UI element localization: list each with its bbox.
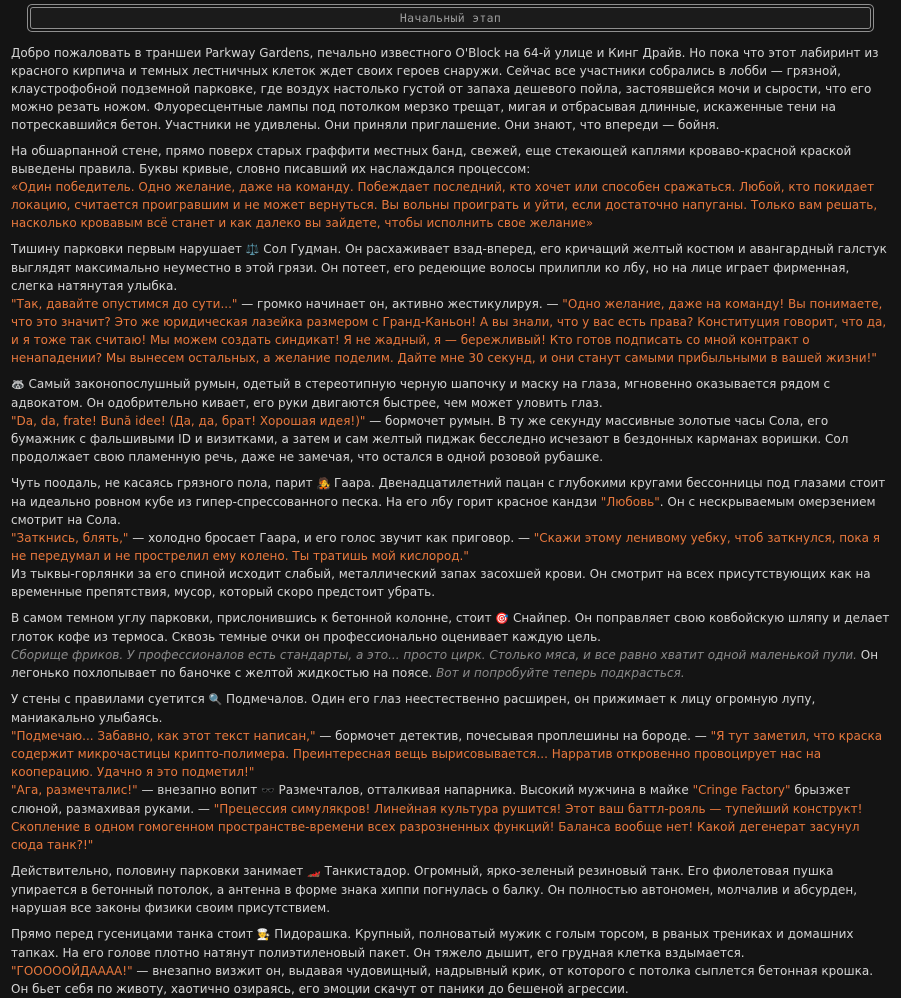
intro-paragraph bbox=[11, 44, 890, 134]
sniper-thought-2: Вот и попробуйте теперь подкрасться. bbox=[436, 666, 685, 680]
tank-name: Танкистадор bbox=[324, 864, 407, 878]
stage-title: Начальный этап bbox=[30, 7, 871, 29]
gaara-quote-1: "Заткнись, блять," bbox=[11, 531, 129, 545]
sniper-text-1: В самом темном углу парковки, прислонившись к бетонной колонне, стоит bbox=[11, 611, 496, 625]
noticer-paragraph bbox=[11, 690, 890, 854]
saul-text-2: . Он расхаживает взад-вперед, его кричащий желтый костюм и авангардный галстук выглядят максимально неуместно в этой грязи. Он потеет, его редеющие волосы прилипли ко лбу, но на лице играет фирменная, слегка натянутая улыбка. bbox=[11, 242, 887, 293]
unnoticer-text-3: брызжет слюной, размахивая руками. — bbox=[11, 783, 851, 816]
man-icon: 🧑‍🍳 bbox=[256, 928, 271, 941]
saul-quote-1: "Так, давайте опустимся до сути..." bbox=[11, 297, 238, 311]
unnoticer-quote-1: "Ага, размечталис!" bbox=[11, 783, 138, 797]
sunglasses-icon: 🕶️ bbox=[261, 784, 275, 797]
raccoon-icon: 🦝 bbox=[11, 378, 25, 391]
unnoticer-text-1: — внезапно вопит bbox=[137, 783, 262, 797]
romanian-quote-1: "Da, da, frate! Bună idee! (Да, да, брат! Хорошая идея!)" bbox=[11, 414, 366, 428]
gaara-text-1: Чуть поодаль, не касаясь грязного пола, парит bbox=[11, 476, 317, 490]
saul-text-3: — громко начинает он, активно жестикулируя. — bbox=[237, 297, 563, 311]
rules-paragraph bbox=[11, 142, 890, 232]
pido-name: Пидорашка bbox=[274, 927, 348, 941]
saul-text-1: Тишину парковки первым нарушает bbox=[11, 242, 246, 256]
noticer-text-2: . Один его глаз неестественно расширен, он прижимает к лицу огромную лупу, маниакально улыбаясь. bbox=[11, 692, 816, 725]
sniper-text-3: Он легонько похлопывает по баночке с желтой жидкостью на поясе. bbox=[11, 648, 879, 680]
pido-quote-1: "ГОООООЙДАААА!" bbox=[11, 964, 133, 978]
tank-icon: 🏎️ bbox=[307, 865, 321, 878]
tank-text-1: Действительно, половину парковки занимает bbox=[11, 864, 308, 878]
sniper-paragraph bbox=[11, 609, 890, 682]
sniper-text-2: . Он поправляет свою ковбойскую шляпу и делает глоток кофе из термоса. Сквозь темные очки он профессионально оценивает каждую цель. bbox=[11, 611, 890, 644]
pido-text-2: . Крупный, полноватый мужик с голым торсом, в рваных трениках и домашних тапках. На его голове плотно натянут полиэтиленовый пакет. Он тяжело дышит, его грудная клетка вздымается. bbox=[11, 927, 854, 960]
unnoticer-shirt: "Cringe Factory" bbox=[692, 783, 791, 797]
magnifier-icon: 🔍 bbox=[208, 693, 223, 706]
gaara-paragraph bbox=[11, 474, 890, 601]
unnoticer-quote-2: "Прецессия симулякров! Линейная культура рушится! Этот ваш баттл-рояль — тупейший конструкт! Скопление в одном гомогенном пространстве-времени всех разрозненных функций! Баланса вообще нет! Какой дегенерат засунул сюда танк?!" bbox=[11, 802, 863, 852]
sniper-name: Снайпер bbox=[512, 611, 568, 625]
tank-paragraph bbox=[11, 862, 890, 917]
pido-paragraph bbox=[11, 925, 890, 998]
gaara-name: Гаара bbox=[334, 476, 372, 490]
gaara-kanji: "Любовь" bbox=[600, 495, 660, 509]
gaara-text-2: . Двенадцатилетний пацан с глубокими кругами бессонницы под глазами стоит на идеально ровном кубе из гипер-спрессованного песка. На его лбу горит красное кандзи bbox=[11, 476, 886, 509]
noticer-name: Подмечалов bbox=[226, 692, 304, 706]
tank-text-2: . Огромный, ярко-зеленый резиновый танк. Его фиолетовая пушка упирается в бетонный потолок, а антенна в форме знака хиппи погнулась о балку. Он полностью автономен, молчалив и абсурден, нарушая все законы физики своим присутствием. bbox=[11, 864, 858, 915]
pido-text-1: Прямо перед гусеницами танка стоит bbox=[11, 927, 257, 941]
rules-text: На обшарпанной стене, прямо поверх старых граффити местных банд, свежей, еще стекающей каплями кроваво-красной краской выведены правила. Буквы кривые, словно писавший их наслаждался процессом: bbox=[11, 144, 852, 176]
unnoticer-name: Размечталов bbox=[278, 783, 360, 797]
saul-quote-2: "Одно желание, даже на команду! Вы понимаете, что это значит? Это же юридическая лазейка размером с Гранд-Каньон! А вы знали, что у вас есть права? Конституция говорит, что да, и я тоже так считаю! Мы можем создать синдикат! Я не жадный, я — бережливый! Кто готов подписать со мной контракт о ненападении? Мы вынесем остальных, а желание поделим. Дайте мне 30 секунд, и они станут самыми прибыльными в вашей жизни!" bbox=[11, 297, 887, 365]
romanian-paragraph bbox=[11, 375, 890, 466]
unnoticer-text-2: , отталкивая напарника. Высокий мужчина в майке bbox=[359, 783, 693, 797]
saul-paragraph bbox=[11, 240, 890, 367]
noticer-quote-2: "Я тут заметил, что краска содержит микрочастицы крипто-полимера. Преинтересная вещь вырисовывается... Нарратив откровенно провоцирует нас на кооперацию. Удачно я это подметил!" bbox=[11, 729, 883, 779]
rules-quote: «Один победитель. Одно желание, даже на команду. Побеждает последний, кто хочет или способен сражаться. Любой, кто покидает локацию, считается проигравшим и не может вернуться. Вы вольны проиграть и уйти, если достаточно напуганы. Только вам решать, насколько кровавым всё станет и как далеко вы зайдете, чтобы исполнить свое желание» bbox=[11, 180, 878, 230]
pido-text-3: — внезапно визжит он, выдавая чудовищный, надрывный крик, от которого с потолка сыплется бетонная крошка. Он бьет себя по животу, хаотично озираясь, его эмоции скачут от паники до бешеной агрессии. bbox=[11, 964, 874, 996]
gaara-text-4: — холодно бросает Гаара, и его голос звучит как приговор. — bbox=[128, 531, 534, 545]
sniper-thought-1: Сборище фриков. У профессионалов есть стандарты, а это... просто цирк. Столько мяса, и все равно хватит одной маленькой пули. bbox=[11, 648, 857, 662]
noticer-text-3: — бормочет детектив, почесывая проплешины на бороде. — bbox=[315, 729, 711, 743]
target-icon: 🎯 bbox=[495, 612, 510, 625]
romanian-text-1: Самый законопослушный румын, одетый в стереотипную черную шапочку и маску на глаза, мгновенно оказывается рядом с адвокатом. Он одобрительно кивает, его руки двигаются быстрее, чем может уловить глаз. bbox=[11, 377, 831, 410]
noticer-text-1: У стены с правилами суетится bbox=[11, 692, 209, 706]
gaara-quote-2: "Скажи этому ленивому уебку, чтоб заткнулся, пока я не передумал и не прострелил ему колено. Ты тратишь мой кислород." bbox=[11, 531, 881, 563]
intro-text: Добро пожаловать в траншеи Parkway Gardens, печально известного O'Block на 64-й улице и Кинг Драйв. Но пока что этот лабиринт из красного кирпича и темных лестничных клеток ждет своих героев снаружи. Сейчас все участники собрались в лобби — грязной, клаустрофобной подземной парковке, где воздух настолько густой от запаха дешевого пойла, застоявшейся мочи и сырости, что его можно резать ножом. Флуоресцентные лампы под потолком мерзко трещат, мигая и отбрасывая длинные, искаженные тени на потрескавшийся бетон. Участники не удивлены. Они приняли приглашение. Они знают, что впереди — бойня. bbox=[11, 46, 879, 132]
saul-name: Сол Гудман bbox=[263, 242, 338, 256]
gaara-text-5: Из тыквы-горлянки за его спиной исходит слабый, металлический запах засохшей крови. Он смотрит на всех присутствующих как на временные препятствия, мусор, который скоро предстоит убрать. bbox=[11, 567, 871, 599]
scales-icon: ⚖️ bbox=[245, 243, 260, 256]
stage-header bbox=[27, 4, 874, 32]
noticer-quote-1: "Подмечаю... Забавно, как этот текст написан," bbox=[11, 729, 316, 743]
gaara-icon: 🧑‍🎤 bbox=[316, 477, 331, 490]
romanian-text-2: — бормочет румын. В ту же секунду массивные золотые часы Сола, его бумажник с фальшивыми ID и визитками, а затем и сам желтый пиджак бесследно исчезают в бездонных карманах воришки. Сол продолжает свою пламенную речь, даже не замечая, что остался в одной розовой рубашке. bbox=[11, 414, 849, 464]
gaara-text-3: . Он с нескрываемым омерзением смотрит на Сола. bbox=[11, 495, 876, 527]
